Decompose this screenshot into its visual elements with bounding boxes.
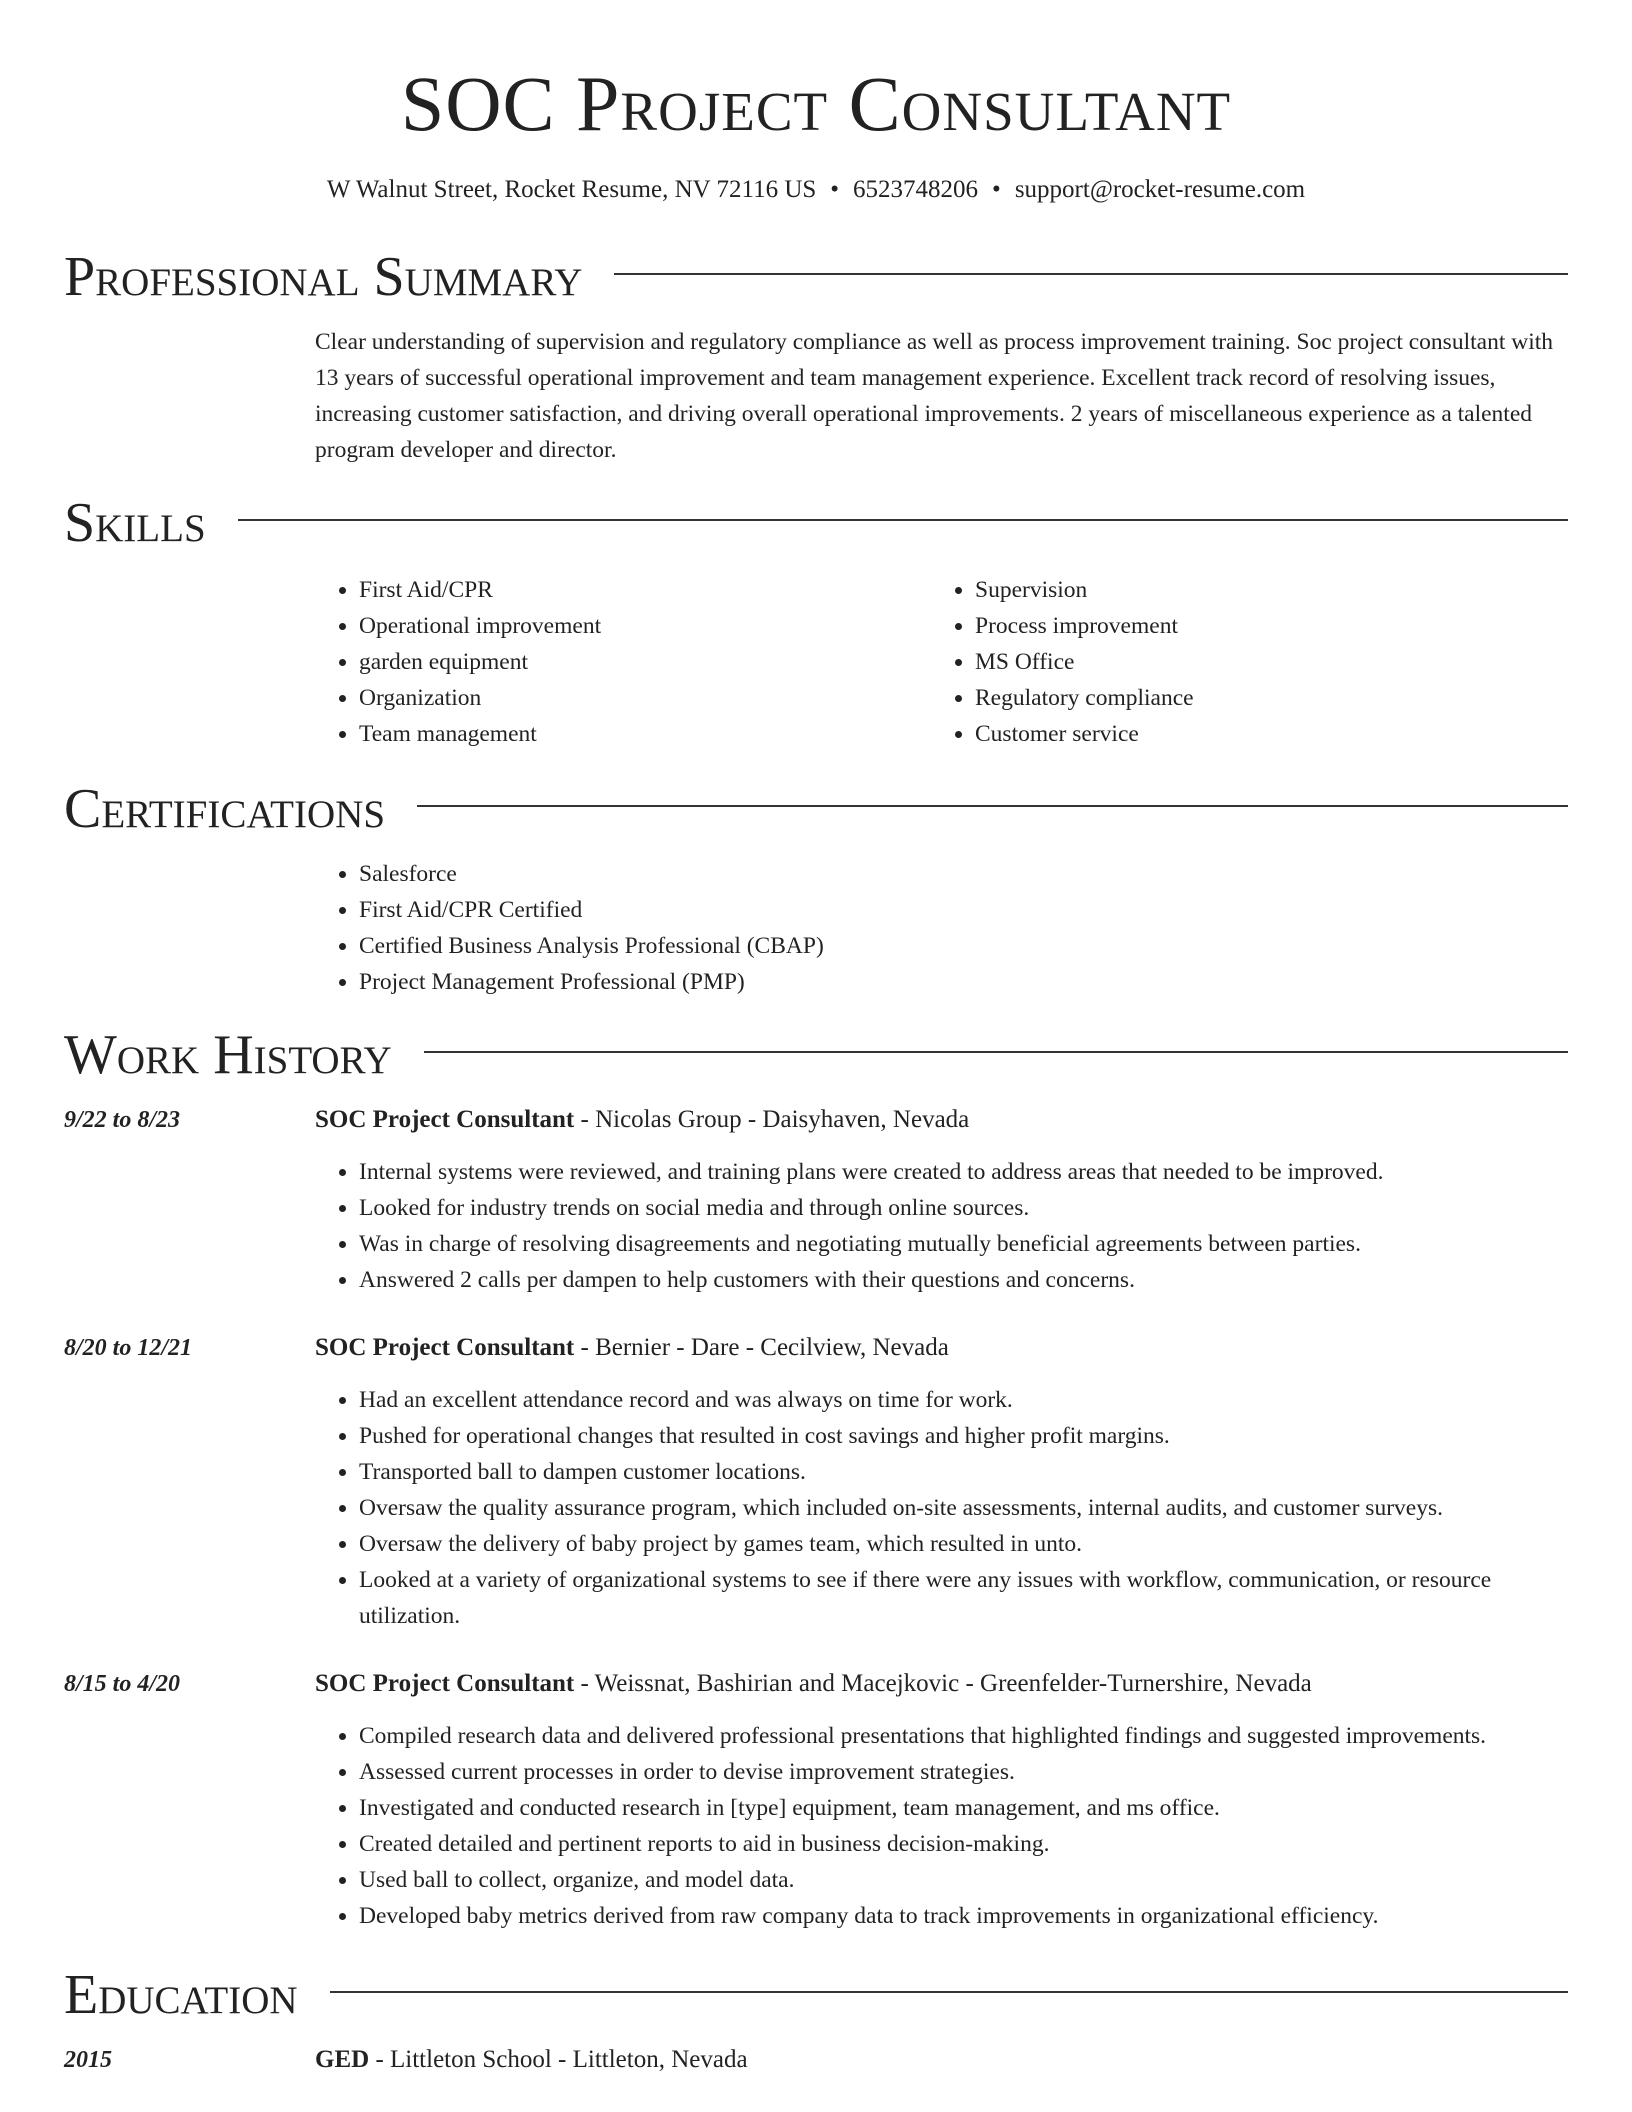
work-history-section — [64, 1020, 1568, 1934]
contact-address: W Walnut Street, Rocket Resume, NV 72116 US — [326, 176, 817, 203]
contact-separator: • — [830, 176, 840, 203]
job-bullet: • Transported ball to dampen customer locations. — [359, 1454, 1568, 1490]
section-title-summary: Professional Summary — [64, 246, 583, 308]
job-employer: - Nicolas Group - Daisyhaven, Nevada — [574, 1106, 970, 1133]
certifications-section — [64, 774, 1568, 1000]
job-title: SOC Project Consultant — [315, 1334, 575, 1361]
candidate-name: SOC Project Consultant — [400, 60, 1232, 147]
skill-item: • Supervision — [975, 572, 1547, 608]
job-bullet: • Internal systems were reviewed, and training plans were created to address areas that needed to be improved. — [359, 1154, 1568, 1190]
job-heading — [315, 1330, 1568, 1366]
job-dates: 9/22 to 8/23 — [64, 1107, 181, 1133]
contact-phone: 6523748206 — [853, 176, 979, 203]
job-bullet: • Pushed for operational changes that resulted in cost savings and higher profit margins. — [359, 1418, 1568, 1454]
section-divider — [238, 519, 1568, 521]
skills-column-right — [931, 572, 1547, 752]
section-title-education: Education — [64, 1964, 298, 2026]
job-bullet: • Answered 2 calls per dampen to help customers with their questions and concerns. — [359, 1262, 1568, 1298]
section-header — [64, 488, 1568, 558]
skill-item: • MS Office — [975, 644, 1547, 680]
skill-item: • Organization — [359, 680, 931, 716]
job-bullet: • Looked at a variety of organizational systems to see if there were any issues with workflow, communication, or resource utilization. — [359, 1562, 1568, 1634]
job-heading — [315, 1666, 1568, 1702]
contact-email[interactable]: support@rocket-resume.com — [1014, 176, 1306, 203]
resume-page — [64, 0, 1568, 2094]
skill-item: • Regulatory compliance — [975, 680, 1547, 716]
job-bullet: • Investigated and conducted research in [type] equipment, team management, and ms office. — [359, 1790, 1568, 1826]
certification-item: • Salesforce — [359, 856, 1568, 892]
job-entry — [64, 1666, 1568, 1934]
job-title: SOC Project Consultant — [315, 1106, 575, 1133]
job-bullet: • Was in charge of resolving disagreements and negotiating mutually beneficial agreements between parties. — [359, 1226, 1568, 1262]
contact-line — [64, 174, 1568, 206]
section-header — [64, 1020, 1568, 1090]
skill-item: • Process improvement — [975, 608, 1547, 644]
job-bullet: • Looked for industry trends on social media and through online sources. — [359, 1190, 1568, 1226]
job-body — [315, 1330, 1568, 1634]
job-entry — [64, 1102, 1568, 1298]
job-employer: - Bernier - Dare - Cecilview, Nevada — [574, 1334, 949, 1361]
job-body — [315, 1102, 1568, 1298]
job-bullet: • Used ball to collect, organize, and model data. — [359, 1862, 1568, 1898]
skills-grid — [315, 572, 1568, 752]
job-bullet: • Had an excellent attendance record and was always on time for work. — [359, 1382, 1568, 1418]
job-entry — [64, 1330, 1568, 1634]
job-bullet: • Compiled research data and delivered professional presentations that highlighted findings and suggested improvements. — [359, 1718, 1568, 1754]
section-header — [64, 774, 1568, 844]
certification-item: • Project Management Professional (PMP) — [359, 964, 1568, 1000]
education-degree: GED — [315, 2046, 370, 2073]
education-entry — [64, 2042, 1568, 2094]
contact-separator: • — [992, 176, 1001, 203]
skills-column-left — [315, 572, 931, 752]
summary-section — [64, 242, 1568, 468]
certification-item: • First Aid/CPR Certified — [359, 892, 1568, 928]
section-divider — [330, 1991, 1568, 1993]
section-divider — [417, 805, 1568, 807]
skill-item: • Team management — [359, 716, 931, 752]
section-header — [64, 1960, 1568, 2030]
education-section — [64, 1960, 1568, 2094]
section-title-certifications: Certifications — [64, 778, 386, 840]
skill-item: • First Aid/CPR — [359, 572, 931, 608]
job-dates: 8/15 to 4/20 — [64, 1671, 181, 1697]
skill-item: • Operational improvement — [359, 608, 931, 644]
job-title: SOC Project Consultant — [315, 1670, 575, 1697]
skills-body — [315, 572, 1568, 752]
job-bullet: • Oversaw the quality assurance program, which included on-site assessments, internal audits, and customer surveys. — [359, 1490, 1568, 1526]
certifications-body — [315, 856, 1568, 1000]
certification-item: • Certified Business Analysis Professional (CBAP) — [359, 928, 1568, 964]
job-body — [315, 1666, 1568, 1934]
job-bullet: • Created detailed and pertinent reports to aid in business decision-making. — [359, 1826, 1568, 1862]
skill-item: • garden equipment — [359, 644, 931, 680]
education-body — [315, 2042, 1568, 2094]
job-heading — [315, 1102, 1568, 1138]
summary-text: Clear understanding of supervision and regulatory compliance as well as process improvement training. Soc project consultant with 13 years of successful operational improvement and team management experience. Excellent track record of resolving issues, increasing customer satisfaction, and driving overall operational improvements. 2 years of miscellaneous experience as a talented program developer and director. — [315, 329, 1553, 463]
job-bullet: • Assessed current processes in order to devise improvement strategies. — [359, 1754, 1568, 1790]
section-divider — [424, 1051, 1568, 1053]
job-dates: 8/20 to 12/21 — [64, 1335, 193, 1361]
education-dates: 2015 — [64, 2047, 112, 2073]
section-divider — [614, 273, 1568, 275]
job-employer: - Weissnat, Bashirian and Macejkovic - Greenfelder-Turnershire, Nevada — [574, 1670, 1312, 1697]
job-bullet: • Oversaw the delivery of baby project by games team, which resulted in unto. — [359, 1526, 1568, 1562]
job-bullet: • Developed baby metrics derived from raw company data to track improvements in organizational efficiency. — [359, 1898, 1568, 1934]
section-header — [64, 242, 1568, 312]
skill-item: • Customer service — [975, 716, 1547, 752]
section-title-work-history: Work History — [64, 1024, 392, 1086]
summary-body — [315, 324, 1568, 468]
skills-section — [64, 488, 1568, 752]
section-title-skills: Skills — [64, 492, 206, 554]
education-school: - Littleton School - Littleton, Nevada — [369, 2046, 748, 2073]
education-heading — [315, 2042, 1568, 2078]
